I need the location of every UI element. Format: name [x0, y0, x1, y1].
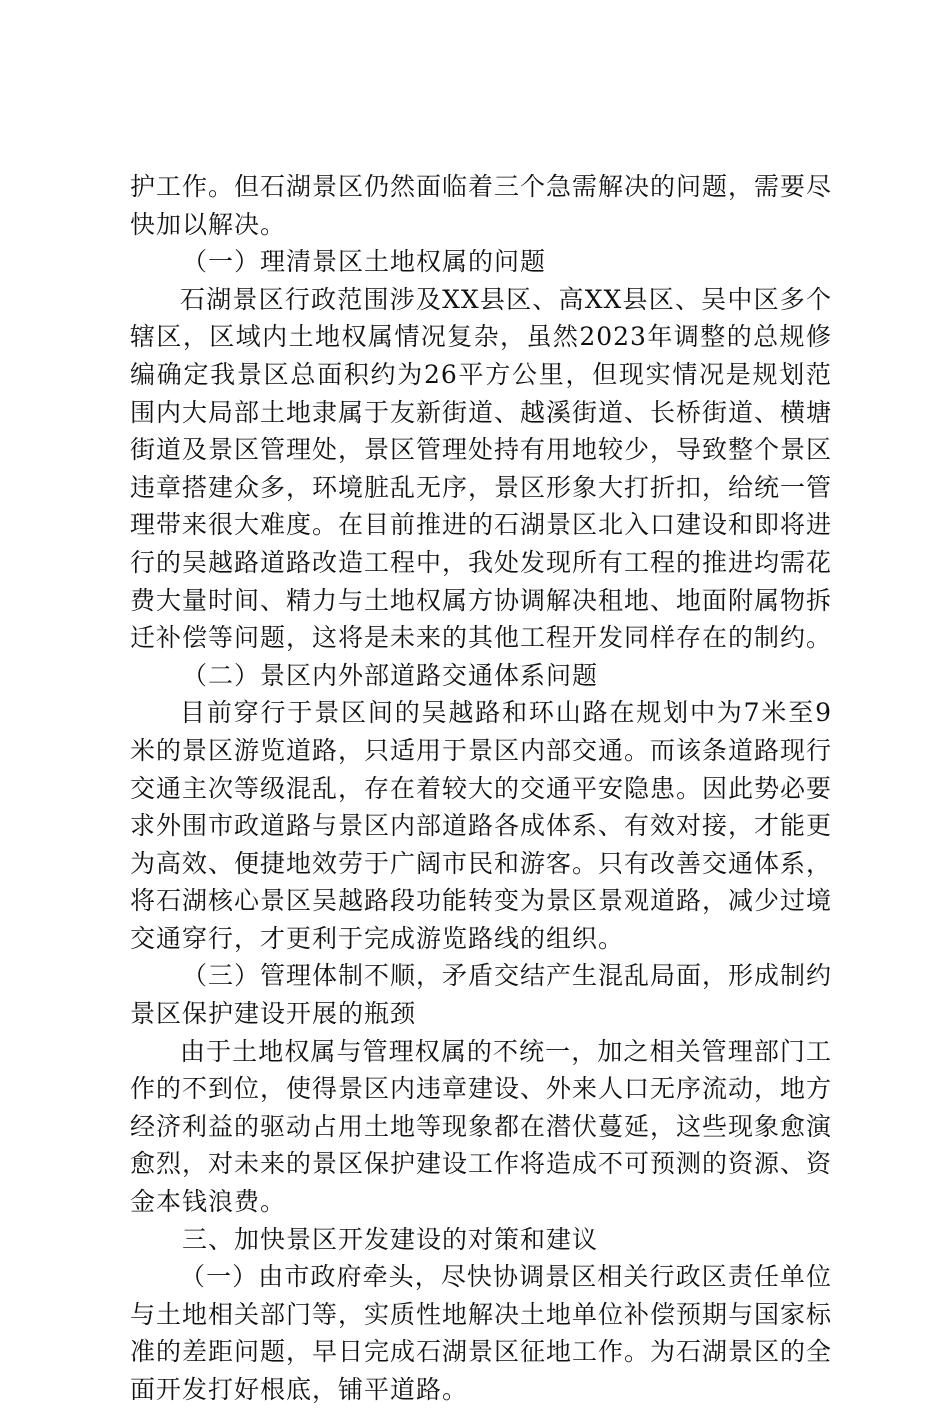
paragraph-countermeasure-1: （一）由市政府牵头，尽快协调景区相关行政区责任单位与土地相关部门等，实质性地解决土地单位补偿预期与国家标准的差距问题，早日完成石湖景区征地工作。为石湖景区的全面开发打好根底，铺平道路。	[130, 1262, 833, 1404]
subheading-land-ownership: （一）理清景区土地权属的问题	[182, 247, 547, 277]
subheading-management-system: （三）管理体制不顺，矛盾交结产生混乱局面，形成制约景区保护建设开展的瓶颈	[130, 961, 833, 1029]
paragraph-land-ownership: 石湖景区行政范围涉及XX县区、高XX县区、吴中区多个辖区，区域内土地权属情况复杂，虽然2023年调整的总规修编确定我景区总面积约为26平方公里，但现实情况是规划范围内大局部土地隶属于友新街道、越溪街道、长桥街道、横塘街道及景区管理处，景区管理处持有用地较少，导致整个景区违章搭建众多，环境脏乱无序，景区形象大打折扣，给统一管理带来很大难度。在目前推进的石湖景区北入口建设和即将进行的吴越路道路改造工程中，我处发现所有工程的推进均需花费大量时间、精力与土地权属方协调解决租地、地面附属物拆迁补偿等问题，这将是未来的其他工程开发同样存在的制约。	[130, 284, 833, 653]
paragraph-management-system: 由于土地权属与管理权属的不统一，加之相关管理部门工作的不到位，使得景区内违章建设、外来人口无序流动，地方经济利益的驱动占用土地等现象都在潜伏蔓延，这些现象愈演愈烈，对未来的景区保护建设工作将造成不可预测的资源、资金本钱浪费。	[130, 1036, 833, 1217]
section-heading-countermeasures: 三、加快景区开发建设的对策和建议	[182, 1224, 599, 1254]
subheading-road-traffic: （二）景区内外部道路交通体系问题	[182, 660, 599, 690]
paragraph-continued: 护工作。但石湖景区仍然面临着三个急需解决的问题，需要尽快加以解决。	[130, 172, 833, 239]
paragraph-road-traffic: 目前穿行于景区间的吴越路和环山路在规划中为7米至9米的景区游览道路，只适用于景区内部交通。而该条道路现行交通主次等级混乱，存在着较大的交通平安隐患。因此势必要求外围市政道路与景区内部道路各成体系、有效对接，才能更为高效、便捷地效劳于广阔市民和游客。只有改善交通体系，将石湖核心景区吴越路段功能转变为景区景观道路，减少过境交通穿行，才更利于完成游览路线的组织。	[130, 698, 833, 953]
document-body	[130, 168, 832, 1409]
